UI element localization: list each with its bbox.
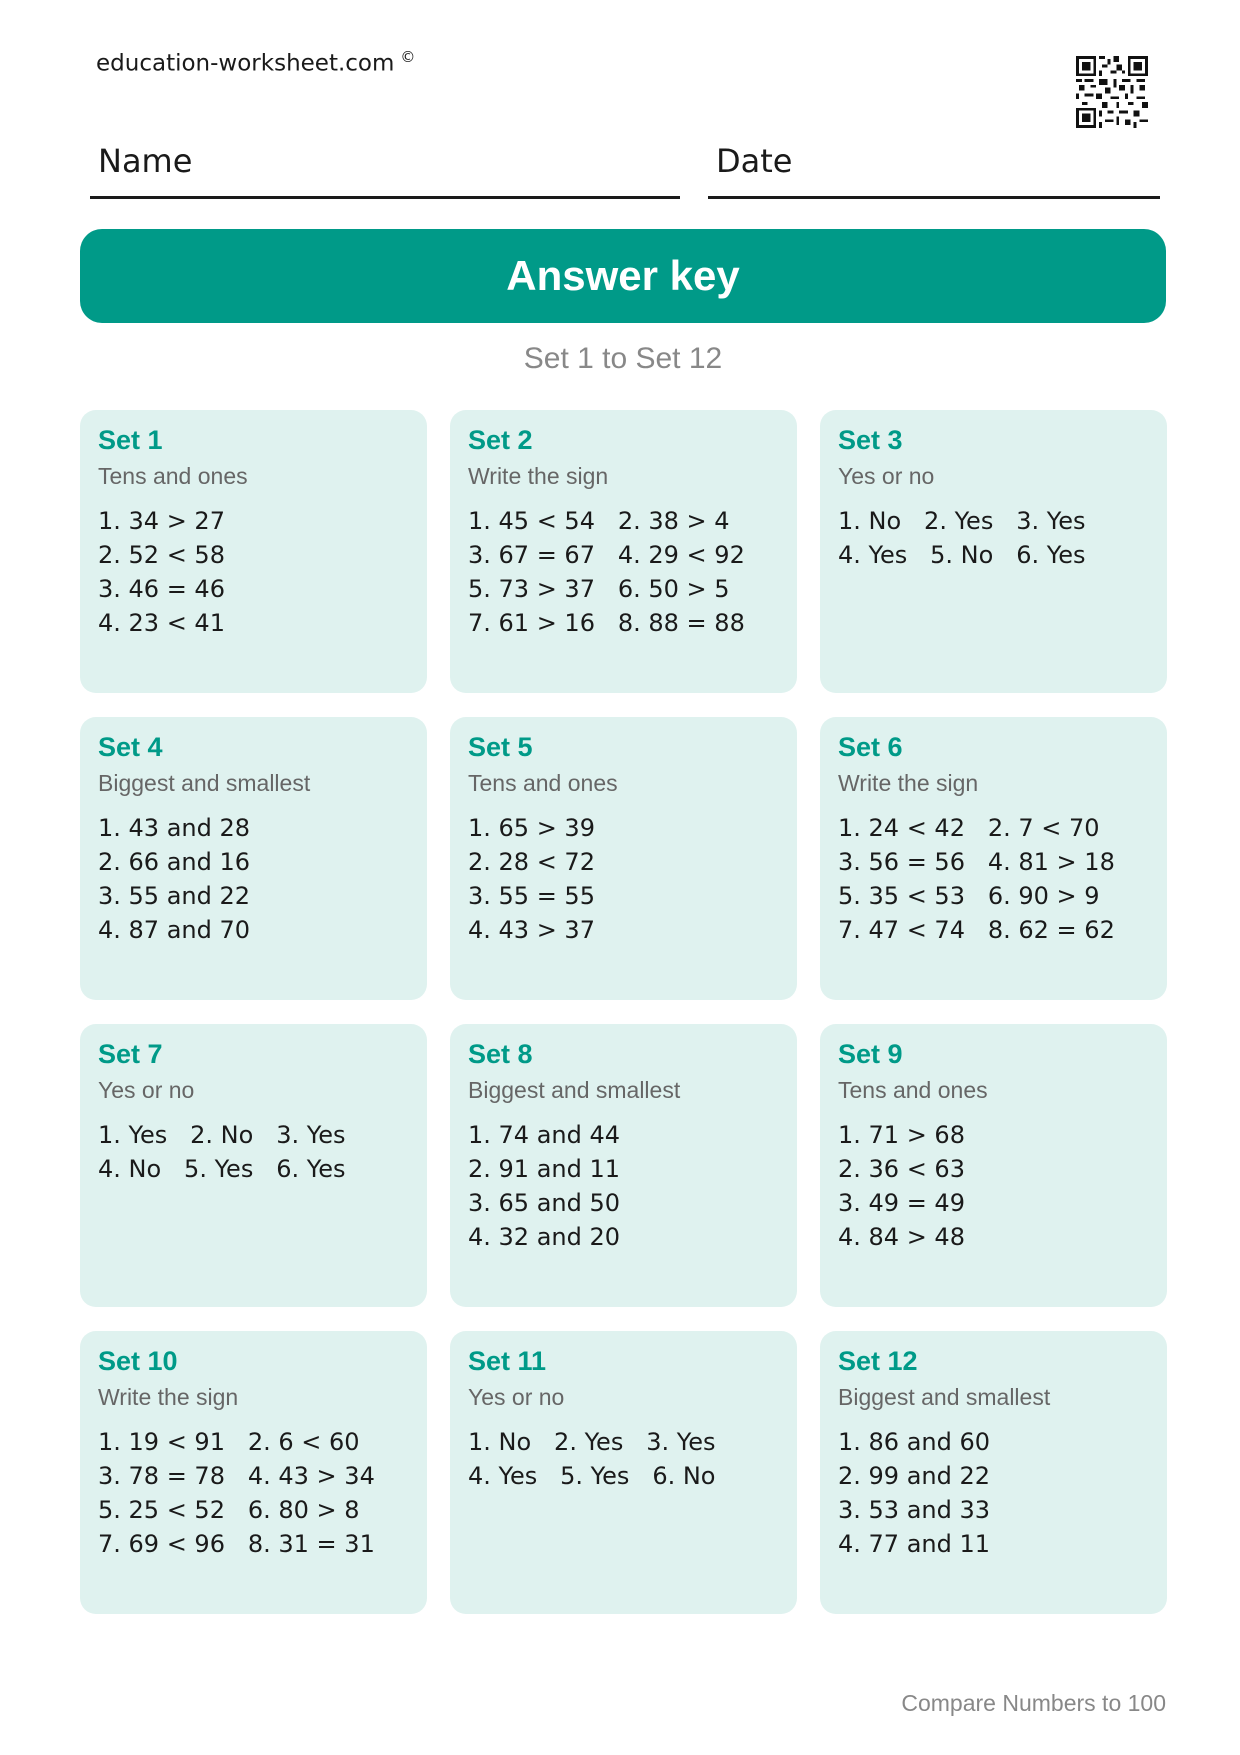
answer-row: 1. 45 < 54 2. 38 > 4 xyxy=(468,506,730,535)
set-answers xyxy=(838,1425,1149,1561)
set-subtitle: Yes or no xyxy=(838,462,935,489)
answer-row: 1. No 2. Yes 3. Yes xyxy=(468,1427,716,1456)
answer-row: 4. No 5. Yes 6. Yes xyxy=(98,1154,346,1183)
answer-set-card xyxy=(450,717,797,1000)
answer-row: 4. 23 < 41 xyxy=(98,608,225,637)
answer-row: 7. 69 < 96 8. 31 = 31 xyxy=(98,1529,375,1558)
set-subtitle: Tens and ones xyxy=(838,1076,988,1103)
answer-set-card xyxy=(450,1331,797,1614)
answer-set-card xyxy=(820,410,1167,693)
set-answers xyxy=(98,1118,409,1186)
answer-row: 3. 55 = 55 xyxy=(468,881,595,910)
answer-row: 7. 47 < 74 8. 62 = 62 xyxy=(838,915,1115,944)
set-subtitle: Tens and ones xyxy=(98,462,248,489)
answer-row: 3. 49 = 49 xyxy=(838,1188,965,1217)
sets-range-subtitle: Set 1 to Set 12 xyxy=(523,342,723,375)
answer-row: 3. 56 = 56 4. 81 > 18 xyxy=(838,847,1115,876)
answer-row: 2. 52 < 58 xyxy=(98,540,225,569)
answer-row: 1. 74 and 44 xyxy=(468,1120,621,1149)
answer-row: 1. Yes 2. No 3. Yes xyxy=(98,1120,346,1149)
answer-row: 2. 28 < 72 xyxy=(468,847,595,876)
set-answers xyxy=(838,811,1149,947)
set-answers xyxy=(838,504,1149,572)
set-subtitle: Yes or no xyxy=(468,1383,565,1410)
answer-row: 1. 65 > 39 xyxy=(468,813,595,842)
answer-set-card xyxy=(80,1024,427,1307)
date-label: Date xyxy=(716,142,793,180)
answer-row: 4. Yes 5. No 6. Yes xyxy=(838,540,1086,569)
answer-row: 1. No 2. Yes 3. Yes xyxy=(838,506,1086,535)
answer-row: 7. 61 > 16 8. 88 = 88 xyxy=(468,608,745,637)
copyright-symbol: © xyxy=(400,48,416,66)
answer-row: 3. 53 and 33 xyxy=(838,1495,991,1524)
answer-row: 4. 77 and 11 xyxy=(838,1529,991,1558)
date-field[interactable] xyxy=(708,138,1160,199)
set-title: Set 1 xyxy=(98,425,163,455)
set-answers xyxy=(98,504,409,640)
answer-row: 1. 86 and 60 xyxy=(838,1427,991,1456)
name-field[interactable] xyxy=(90,138,680,199)
answer-row: 2. 91 and 11 xyxy=(468,1154,621,1183)
set-subtitle: Tens and ones xyxy=(468,769,618,796)
answer-row: 4. 87 and 70 xyxy=(98,915,251,944)
answer-sets-grid xyxy=(80,410,1167,1614)
answer-row: 4. 32 and 20 xyxy=(468,1222,621,1251)
answer-row: 4. Yes 5. Yes 6. No xyxy=(468,1461,716,1490)
set-answers xyxy=(468,504,779,640)
worksheet-topic-footer: Compare Numbers to 100 xyxy=(901,1690,1166,1716)
answer-row: 2. 36 < 63 xyxy=(838,1154,965,1183)
answer-row: 2. 99 and 22 xyxy=(838,1461,991,1490)
answer-row: 5. 35 < 53 6. 90 > 9 xyxy=(838,881,1100,910)
answer-set-card xyxy=(80,410,427,693)
site-name: education-worksheet.com xyxy=(96,50,395,77)
answer-row: 4. 43 > 37 xyxy=(468,915,595,944)
set-answers xyxy=(468,1118,779,1254)
set-title: Set 9 xyxy=(838,1039,903,1069)
answer-row: 1. 24 < 42 2. 7 < 70 xyxy=(838,813,1100,842)
answer-set-card xyxy=(80,717,427,1000)
qr-code-icon xyxy=(1076,56,1148,128)
answer-row: 3. 55 and 22 xyxy=(98,881,251,910)
answer-row: 3. 78 = 78 4. 43 > 34 xyxy=(98,1461,375,1490)
set-subtitle: Biggest and smallest xyxy=(468,1076,681,1103)
answer-row: 2. 66 and 16 xyxy=(98,847,251,876)
answer-row: 3. 67 = 67 4. 29 < 92 xyxy=(468,540,745,569)
answer-set-card xyxy=(450,1024,797,1307)
set-title: Set 11 xyxy=(468,1346,547,1376)
answer-row: 4. 84 > 48 xyxy=(838,1222,965,1251)
set-answers xyxy=(838,1118,1149,1254)
site-brand xyxy=(96,48,415,77)
answer-row: 1. 19 < 91 2. 6 < 60 xyxy=(98,1427,360,1456)
answer-row: 3. 46 = 46 xyxy=(98,574,225,603)
answer-set-card xyxy=(80,1331,427,1614)
set-title: Set 10 xyxy=(98,1346,178,1376)
set-title: Set 8 xyxy=(468,1039,533,1069)
set-answers xyxy=(468,1425,779,1493)
set-title: Set 4 xyxy=(98,732,163,762)
set-answers xyxy=(98,811,409,947)
answer-set-card xyxy=(820,717,1167,1000)
answer-row: 5. 25 < 52 6. 80 > 8 xyxy=(98,1495,360,1524)
answer-row: 1. 43 and 28 xyxy=(98,813,251,842)
set-title: Set 5 xyxy=(468,732,533,762)
set-answers xyxy=(468,811,779,947)
set-title: Set 7 xyxy=(98,1039,163,1069)
answer-row: 1. 71 > 68 xyxy=(838,1120,965,1149)
set-answers xyxy=(98,1425,409,1561)
set-subtitle: Biggest and smallest xyxy=(838,1383,1051,1410)
set-subtitle: Write the sign xyxy=(838,769,979,796)
set-subtitle: Biggest and smallest xyxy=(98,769,311,796)
set-title: Set 3 xyxy=(838,425,903,455)
answer-key-banner: Answer key xyxy=(80,229,1166,323)
answer-set-card xyxy=(820,1024,1167,1307)
set-title: Set 2 xyxy=(468,425,533,455)
answer-set-card xyxy=(450,410,797,693)
answer-set-card xyxy=(820,1331,1167,1614)
answer-row: 5. 73 > 37 6. 50 > 5 xyxy=(468,574,730,603)
set-title: Set 6 xyxy=(838,732,903,762)
answer-row: 1. 34 > 27 xyxy=(98,506,225,535)
set-subtitle: Write the sign xyxy=(98,1383,239,1410)
set-subtitle: Write the sign xyxy=(468,462,609,489)
name-label: Name xyxy=(98,142,193,180)
set-title: Set 12 xyxy=(838,1346,918,1376)
answer-row: 3. 65 and 50 xyxy=(468,1188,621,1217)
set-subtitle: Yes or no xyxy=(98,1076,195,1103)
